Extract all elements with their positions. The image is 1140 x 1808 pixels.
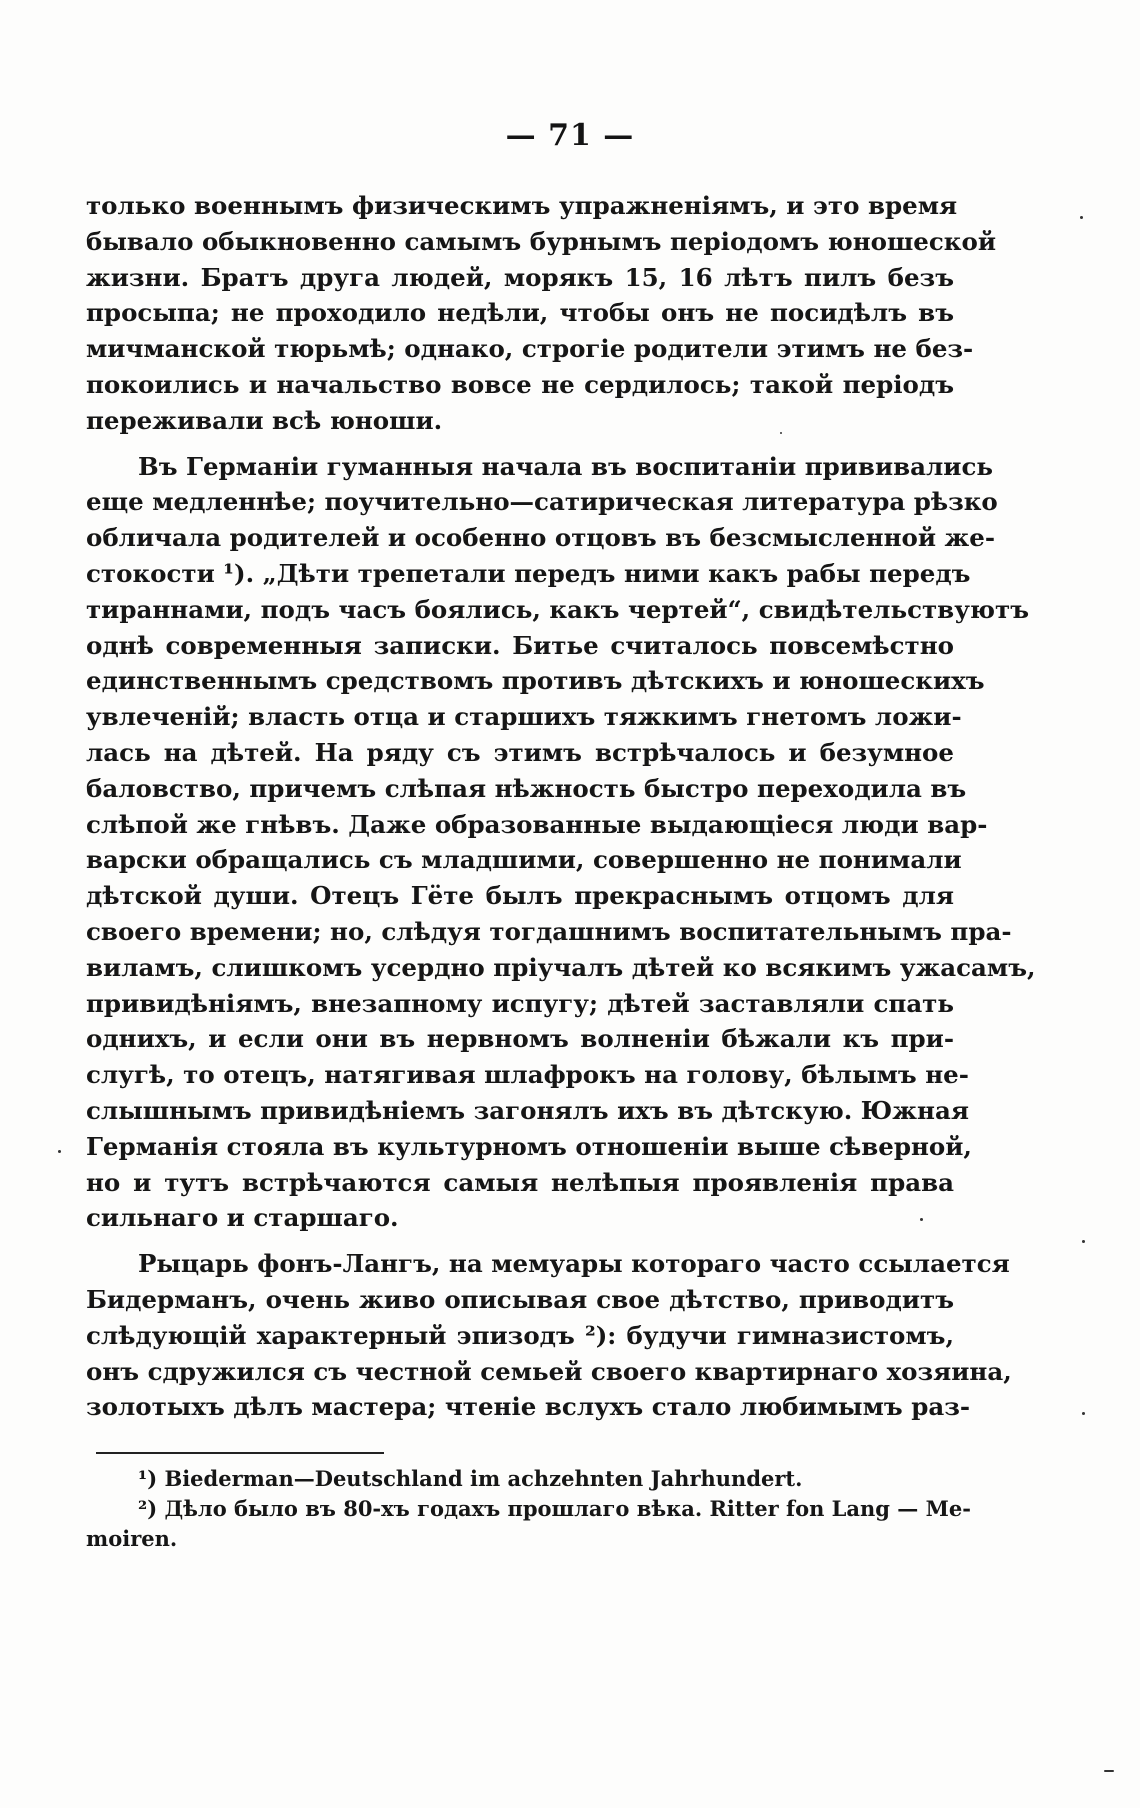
text-line: дѣтской души. Отецъ Гёте былъ прекраснымъ отцомъ для	[86, 881, 954, 911]
scan-speck	[1080, 216, 1083, 219]
text-line: слѣпой же гнѣвъ. Даже образованные выдающіеся люди вар-	[86, 809, 988, 839]
paragraph-2	[86, 449, 1036, 1237]
text-line: варски обращались съ младшими, совершенно не понимали	[86, 845, 962, 875]
text-line: виламъ, слишкомъ усердно пріучалъ дѣтей ко всякимъ ужасамъ,	[86, 952, 1036, 982]
text-line: слышнымъ привидѣніемъ загонялъ ихъ въ дѣтскую. Южная	[86, 1095, 969, 1125]
text-line: онъ сдружился съ честной семьей своего квартирнаго хозяина,	[86, 1356, 1012, 1386]
text-line: обличала родителей и особенно отцовъ въ безсмысленной же-	[86, 523, 996, 553]
text-line: баловство, причемъ слѣпая нѣжность быстро переходила въ	[86, 773, 967, 803]
footnote-2-continuation: moiren.	[86, 1526, 178, 1551]
text-line: золотыхъ дѣлъ мастера; чтеніе вслухъ стало любимымъ раз-	[86, 1392, 971, 1422]
footnote-rule	[96, 1452, 384, 1454]
footnote-1: ¹) Biederman—Deutschland im achzehnten Jahrhundert.	[138, 1466, 803, 1491]
paragraph-1	[86, 188, 997, 439]
footnote-2: ²) Дѣло было въ 80-хъ годахъ прошлаго вѣка. Ritter fon Lang — Me-	[138, 1496, 971, 1521]
scan-speck	[1082, 1412, 1085, 1415]
body-text	[86, 188, 1036, 1425]
text-line: Германія стояла въ культурномъ отношеніи выше сѣверной,	[86, 1131, 972, 1161]
footnotes	[86, 1464, 971, 1554]
text-line: просыпа; не проходило недѣли, чтобы онъ не посидѣлъ въ	[86, 298, 954, 328]
text-line: жизни. Братъ друга людей, морякъ 15, 16 лѣтъ пилъ безъ	[86, 262, 954, 292]
text-line: стокости ¹). „Дѣти трепетали передъ ними какъ рабы передъ	[86, 558, 971, 588]
text-line: увлеченій; власть отца и старшихъ тяжкимъ гнетомъ ложи-	[86, 702, 962, 732]
text-line: Бидерманъ, очень живо описывая свое дѣтство, приводитъ	[86, 1284, 954, 1314]
text-line: бывало обыкновенно самымъ бурнымъ періодомъ юношеской	[86, 226, 997, 256]
text-line: однихъ, и если они въ нервномъ волненіи бѣжали къ при-	[86, 1024, 954, 1054]
paragraph-3	[86, 1246, 1012, 1425]
text-line: переживали всѣ юноши.	[86, 405, 443, 435]
text-line: своего времени; но, слѣдуя тогдашнимъ воспитательнымъ пра-	[86, 916, 1012, 946]
scan-speck	[920, 1218, 923, 1221]
scan-speck	[1082, 1240, 1085, 1243]
text-line: лась на дѣтей. На ряду съ этимъ встрѣчалось и безумное	[86, 737, 954, 767]
text-line: тираннами, подъ часъ боялись, какъ чертей“, свидѣтельствуютъ	[86, 594, 1029, 624]
text-line: покоились и начальство вовсе не сердилось; такой періодъ	[86, 369, 954, 399]
text-line: слѣдующій характерный эпизодъ ²): будучи гимназистомъ,	[86, 1320, 954, 1350]
text-line: Рыцарь фонъ-Лангъ, на мемуары котораго часто ссылается	[138, 1249, 1010, 1279]
text-line: Въ Германіи гуманныя начала въ воспитаніи прививались	[138, 451, 994, 481]
text-line: сильнаго и старшаго.	[86, 1203, 399, 1233]
text-line: привидѣніямъ, внезапному испугу; дѣтей заставляли спать	[86, 988, 954, 1018]
text-line: единственнымъ средствомъ противъ дѣтскихъ и юношескихъ	[86, 666, 985, 696]
scan-speck	[58, 1150, 61, 1153]
text-line: мичманской тюрьмѣ; однако, строгіе родители этимъ не без-	[86, 334, 974, 364]
scan-speck	[1104, 1770, 1114, 1772]
text-line: слугѣ, то отецъ, натягивая шлафрокъ на голову, бѣлымъ не-	[86, 1060, 969, 1090]
page-number: — 71 —	[505, 118, 635, 153]
text-line: но и тутъ встрѣчаются самыя нелѣпыя проявленія права	[86, 1167, 954, 1197]
text-line: еще медленнѣе; поучительно—сатирическая литература рѣзко	[86, 487, 998, 517]
text-line: однѣ современныя записки. Битье считалось повсемѣстно	[86, 630, 954, 660]
scan-speck	[780, 432, 782, 434]
text-line: только военнымъ физическимъ упражненіямъ, и это время	[86, 191, 958, 220]
